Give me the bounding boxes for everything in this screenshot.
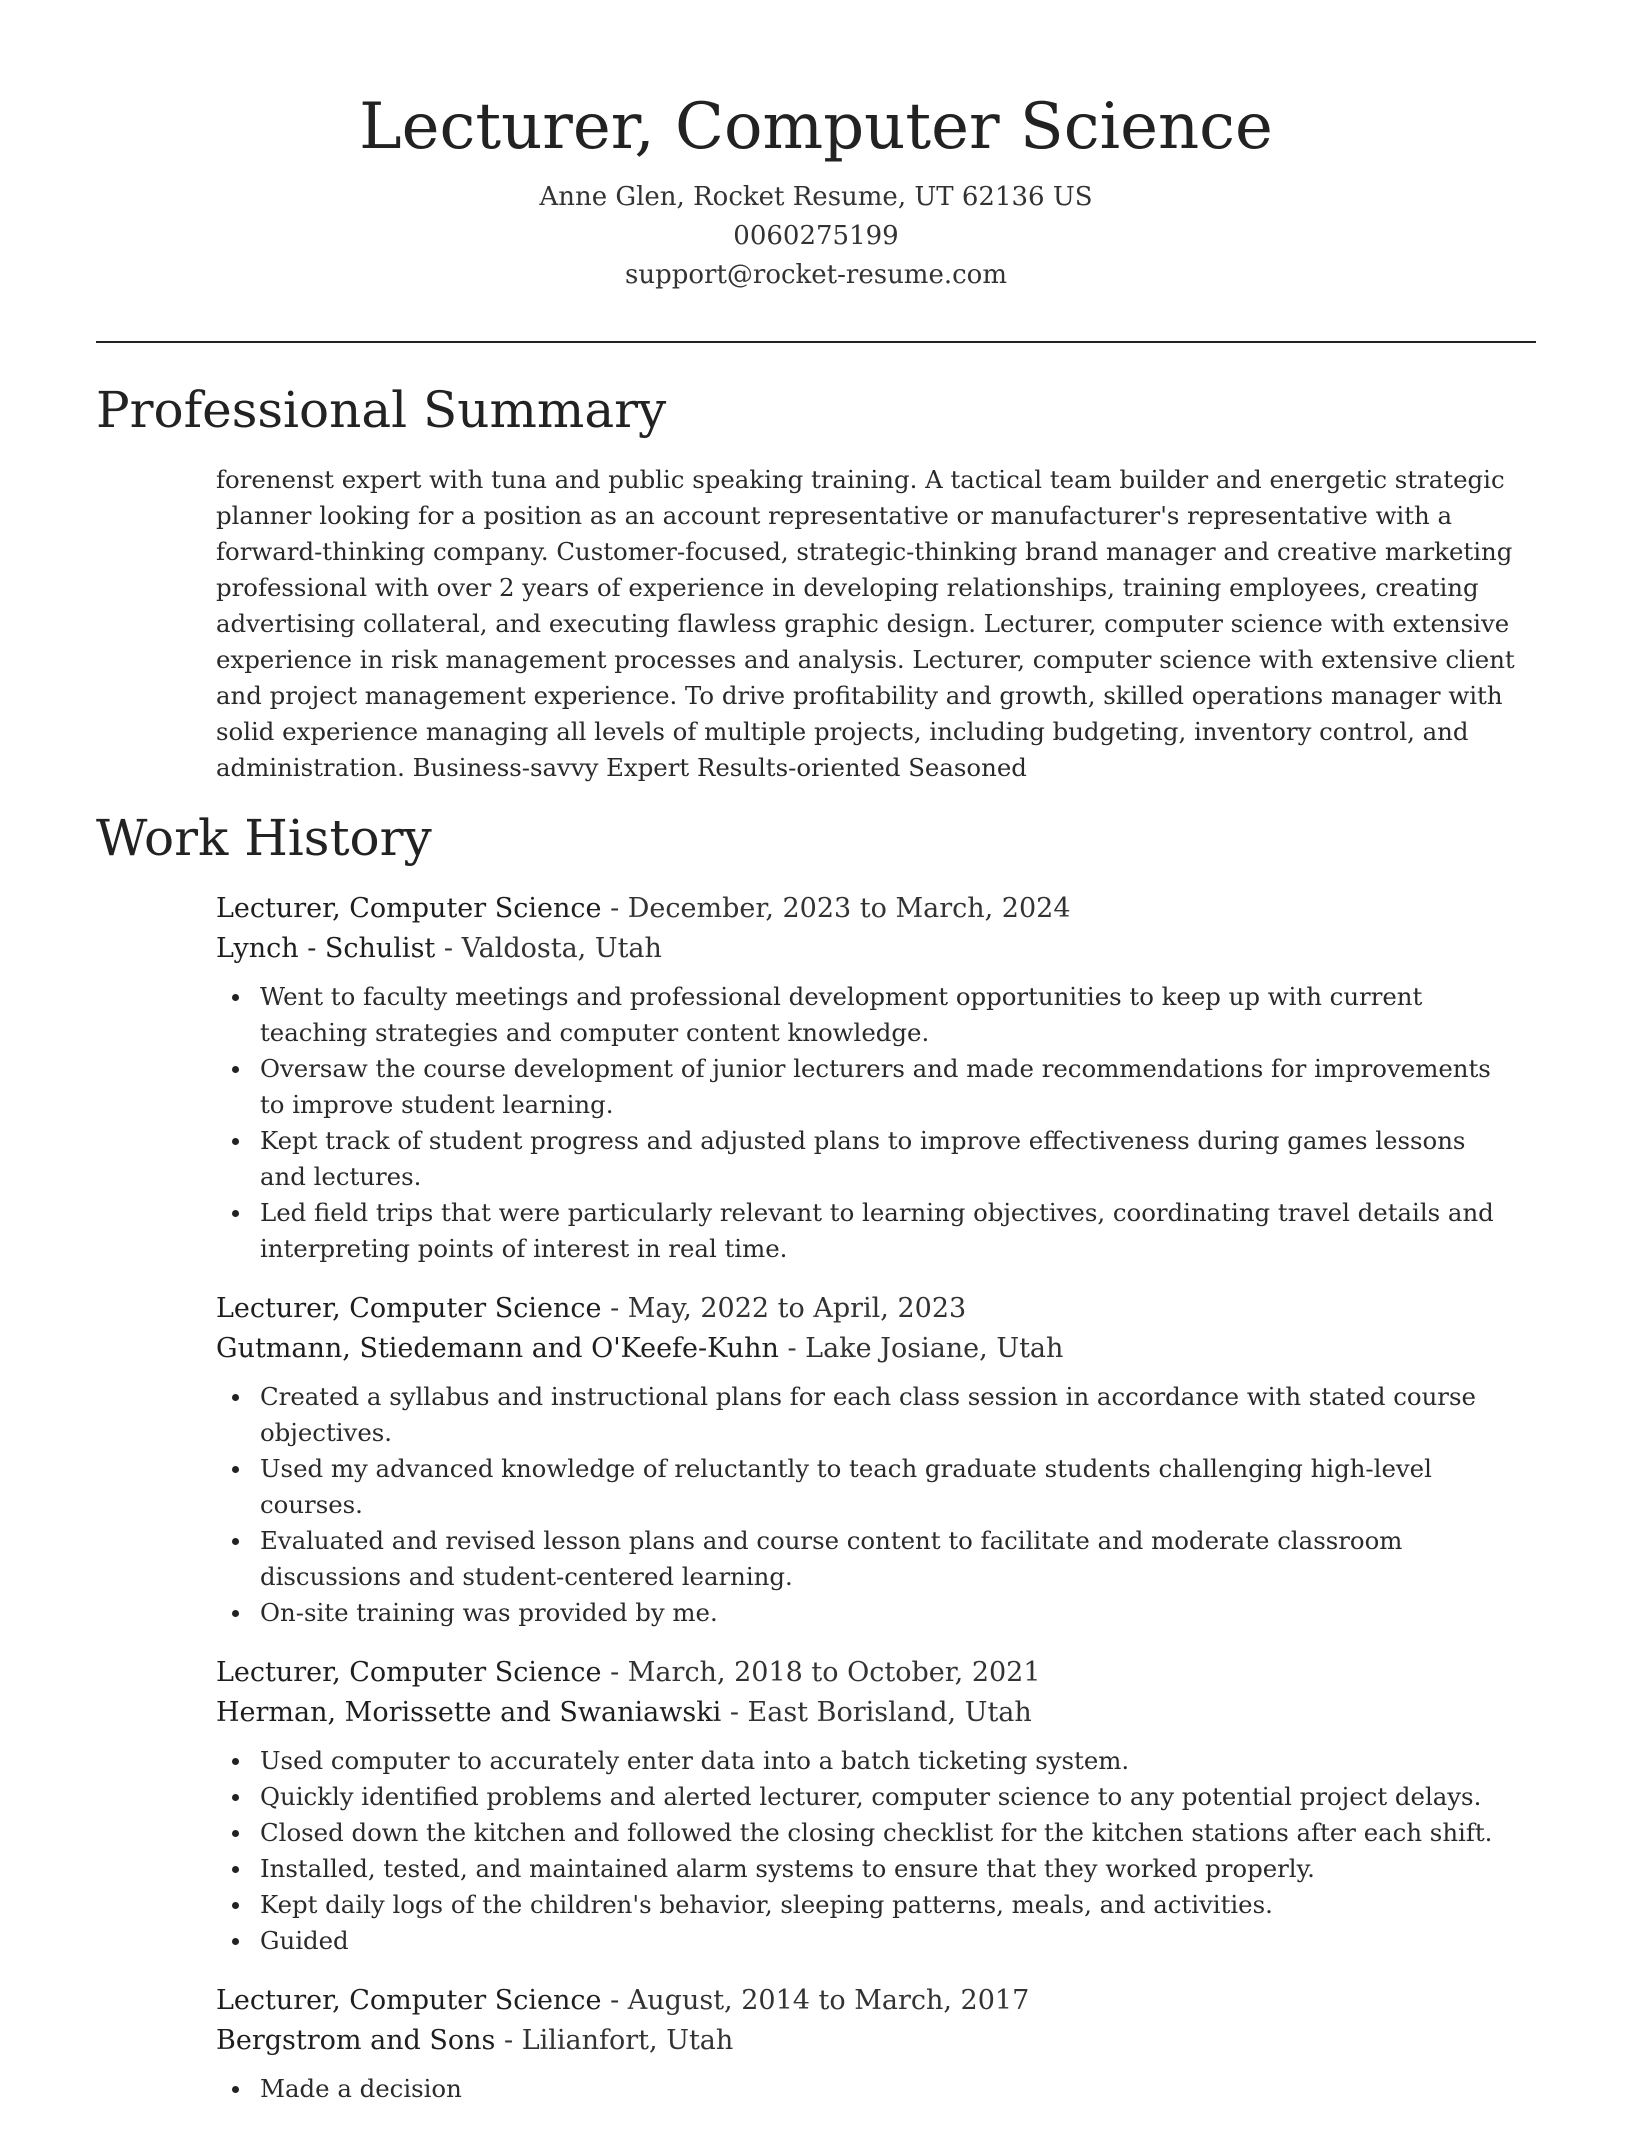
job-bullet: Created a syllabus and instructional plans for each class session in accordance with stated course objectives. bbox=[260, 1379, 1536, 1451]
work-history-heading: Work History bbox=[96, 809, 432, 867]
job-entry bbox=[216, 1289, 1536, 1631]
job-bullet: Kept track of student progress and adjusted plans to improve effectiveness during games lessons and lectures. bbox=[260, 1123, 1536, 1195]
resume-header bbox=[0, 0, 1632, 295]
job-bullets bbox=[216, 1743, 1536, 1959]
job-bullet: Led field trips that were particularly relevant to learning objectives, coordinating travel details and interpreting points of interest in real time. bbox=[260, 1195, 1536, 1267]
job-location: - Lake Josiane, Utah bbox=[778, 1333, 1064, 1364]
job-dates: - August, 2014 to March, 2017 bbox=[601, 1985, 1030, 2016]
job-company: Lynch - Schulist bbox=[216, 933, 436, 964]
contact-email: support@rocket-resume.com bbox=[624, 260, 1007, 290]
job-title-line bbox=[216, 889, 1536, 929]
job-bullet: Guided bbox=[260, 1923, 1536, 1959]
job-company-line bbox=[216, 1329, 1536, 1369]
job-bullet: Went to faculty meetings and professional development opportunities to keep up with current teaching strategies and computer content knowledge. bbox=[260, 979, 1536, 1051]
job-title: Lecturer, Computer Science bbox=[216, 1985, 602, 2016]
job-title: Lecturer, Computer Science bbox=[216, 1293, 602, 1324]
job-company-line bbox=[216, 1693, 1536, 1733]
job-entry bbox=[216, 889, 1536, 1267]
job-dates: - March, 2018 to October, 2021 bbox=[601, 1657, 1041, 1688]
contact-phone: 0060275199 bbox=[733, 221, 899, 251]
job-bullets bbox=[216, 979, 1536, 1267]
job-entry bbox=[216, 1653, 1536, 1959]
job-company-line bbox=[216, 929, 1536, 969]
job-bullet: Installed, tested, and maintained alarm systems to ensure that they worked properly. bbox=[260, 1851, 1536, 1887]
job-location: - East Borisland, Utah bbox=[721, 1697, 1032, 1728]
job-bullet: Evaluated and revised lesson plans and course content to facilitate and moderate classroom discussions and student-centered learning. bbox=[260, 1523, 1536, 1595]
summary-heading: Professional Summary bbox=[96, 381, 667, 439]
job-location: - Valdosta, Utah bbox=[435, 933, 662, 964]
job-title: Lecturer, Computer Science bbox=[216, 1657, 602, 1688]
work-history-list bbox=[216, 889, 1536, 2129]
contact-address: Anne Glen, Rocket Resume, UT 62136 US bbox=[539, 182, 1093, 212]
job-title-line bbox=[216, 1289, 1536, 1329]
contact-block bbox=[0, 178, 1632, 295]
job-bullet: Used computer to accurately enter data into a batch ticketing system. bbox=[260, 1743, 1536, 1779]
job-title: Lecturer, Computer Science bbox=[216, 893, 602, 924]
job-entry bbox=[216, 1981, 1536, 2107]
job-bullets bbox=[216, 1379, 1536, 1631]
job-company-line bbox=[216, 2021, 1536, 2061]
job-location: - Lilianfort, Utah bbox=[495, 2025, 734, 2056]
job-company: Bergstrom and Sons bbox=[216, 2025, 496, 2056]
job-bullet: Closed down the kitchen and followed the closing checklist for the kitchen stations after each shift. bbox=[260, 1815, 1536, 1851]
job-company: Gutmann, Stiedemann and O'Keefe-Kuhn bbox=[216, 1333, 779, 1364]
job-bullet: Used my advanced knowledge of reluctantly to teach graduate students challenging high-level courses. bbox=[260, 1451, 1536, 1523]
job-dates: - December, 2023 to March, 2024 bbox=[601, 893, 1071, 924]
job-title-line bbox=[216, 1981, 1536, 2021]
header-divider bbox=[96, 341, 1536, 343]
job-bullet: On-site training was provided by me. bbox=[260, 1595, 1536, 1631]
job-title-line bbox=[216, 1653, 1536, 1693]
job-bullets bbox=[216, 2071, 1536, 2107]
job-bullet: Made a decision bbox=[260, 2071, 1536, 2107]
job-bullet: Quickly identified problems and alerted lecturer, computer science to any potential project delays. bbox=[260, 1779, 1536, 1815]
job-dates: - May, 2022 to April, 2023 bbox=[601, 1293, 967, 1324]
page-title: Lecturer, Computer Science bbox=[359, 90, 1273, 164]
summary-text: forenenst expert with tuna and public speaking training. A tactical team builder and energetic strategic planner looking for a position as an account representative or manufacturer's representative with a forward-thinking company. Customer-focused, strategic-thinking brand manager and creative marketing professional with over 2 years of experience in developing relationships, training employees, creating advertising collateral, and executing flawless graphic design. Lecturer, computer science with extensive experience in risk management processes and analysis. Lecturer, computer science with extensive client and project management experience. To drive profitability and growth, skilled operations manager with solid experience managing all levels of multiple projects, including budgeting, inventory control, and administration. Business-savvy Expert Results-oriented Seasoned bbox=[216, 465, 1515, 782]
job-company: Herman, Morissette and Swaniawski bbox=[216, 1697, 722, 1728]
job-bullet: Oversaw the course development of junior lecturers and made recommendations for improvements to improve student learning. bbox=[260, 1051, 1536, 1123]
job-bullet: Kept daily logs of the children's behavior, sleeping patterns, meals, and activities. bbox=[260, 1887, 1536, 1923]
